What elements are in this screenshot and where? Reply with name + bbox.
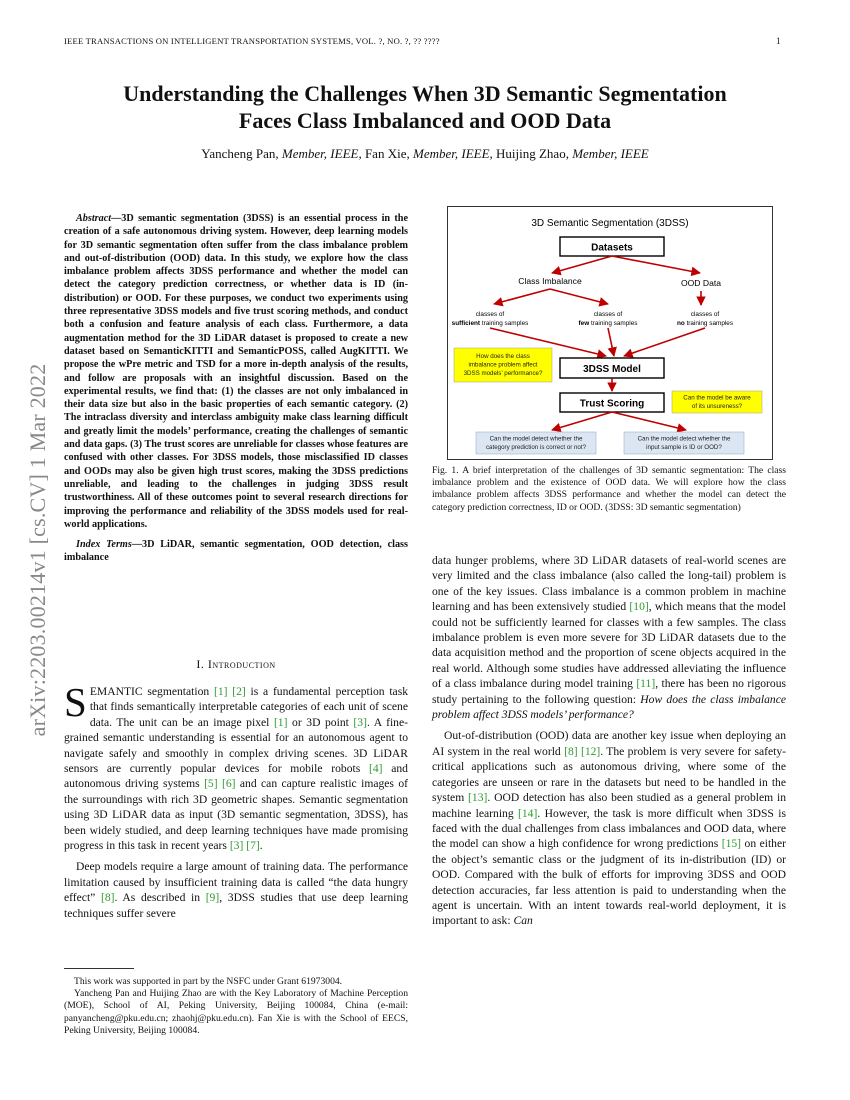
caption-text: A brief interpretation of the challenges of 3D semantic segmentation: The class imbalance problem and the existence of OOD data. We will explore how the class imbalance problem affects 3DSS performance and whether the model can detect the category prediction correctness, ID or OOD. (3DSS: 3D semantic segmentation) [432, 465, 786, 513]
text-run: . However, the task is more difficult when 3DSS is faced with the dual challenges from class imbalances and OOD data, where the model can show a high confidence for wrong predictions [432, 806, 786, 851]
text-run: , which means that the model could not be sufficiently learned for classes with a few samples. The class imbalance problem is even more severe for 3D LiDAR datasets due to the data acquisition method and the proportion of scene objects acquired in the real world. Although some studies have addressed alleviating the influence of a class imbalance during model training [432, 600, 787, 691]
arrow-no-model [624, 328, 705, 356]
citation-link[interactable]: [1] [213, 685, 228, 698]
text-run: . [259, 839, 263, 853]
citation-link[interactable]: [4] [368, 762, 383, 776]
left-column [64, 212, 408, 565]
text-run: is a fundamental perception task that finds semantically interpretable categories of each unit of scene data. The unit can be an image pixel [89, 685, 409, 729]
research-question: How does the class imbalance problem affect 3DSS models’ performance? [432, 692, 786, 722]
text-run: Out-of-distribution (OOD) data are another key issue when deploying an AI system in the real world [432, 729, 786, 758]
trust-label: Trust Scoring [579, 398, 645, 410]
figure-diagram [448, 207, 772, 459]
title-line-2: Faces Class Imbalanced and OOD Data [238, 108, 612, 133]
text-run: , 3DSS studies that use deep learning techniques suffer severe [64, 891, 408, 920]
figure-1 [447, 206, 773, 460]
figure-caption [432, 465, 786, 514]
citation-link[interactable]: [3] [229, 839, 244, 853]
abstract-label: Abstract [76, 213, 112, 224]
section-heading [64, 657, 408, 672]
abstract [64, 212, 408, 531]
text-run: on either the object’s semantic class or the judgment of its in-distribution (ID) or OOD. Compared with the bulk of efforts for improving 3DSS and OOD detection accuracies, far less attention is paid to understanding when the agent is uncertain. With an intent towards real-world deployment, it is important to ask: [432, 837, 786, 928]
class-sufficient-line-2: sufficient training samples [451, 320, 529, 327]
author-3-role: Member, IEEE [572, 146, 649, 161]
text-run: and autonomous driving systems [64, 762, 408, 791]
citation-link[interactable]: [2] [232, 685, 246, 698]
intro-paragraph-3 [432, 553, 786, 722]
citation-link[interactable]: [11] [636, 677, 656, 691]
intro-paragraph-2 [64, 859, 408, 921]
citation-link[interactable]: [8] [100, 891, 115, 905]
citation-link[interactable]: [6] [221, 777, 236, 791]
class-no-line-2: no training samples [676, 320, 734, 327]
citation-link[interactable]: [7] [246, 839, 260, 853]
citation-link[interactable]: [10] [629, 600, 649, 614]
research-question-2: Can [513, 914, 533, 928]
text-run: . OOD detection has also been studied as a general problem in machine learning [432, 791, 786, 820]
question-ood-line-2: input sample is ID or OOD? [646, 444, 722, 451]
arrow-trust-ood [612, 412, 686, 430]
arrow-trust-correct [552, 412, 612, 430]
question-performance-line-3: 3DSS models’ performance? [463, 370, 543, 377]
citation-link[interactable]: [5] [204, 777, 218, 791]
text-run: data hunger problems, where 3D LiDAR datasets of real-world scenes are very limited and the class imbalance (also called the long-tail) problem is one of the key issues. Class imbalance is a common problem in machine learning and has been extensively studied [432, 554, 786, 614]
section-number: I. [196, 657, 208, 671]
citation-link[interactable]: [3] [353, 715, 367, 729]
class-imbalance-label: Class Imbalance [518, 276, 582, 286]
section-name: Introduction [207, 657, 276, 671]
drop-cap: S [64, 679, 87, 725]
author-1-role: Member, IEEE, [281, 146, 362, 161]
footnote-rule [64, 968, 134, 969]
index-terms [64, 538, 408, 565]
arrow-class-few [550, 289, 608, 304]
ood-data-label: OOD Data [680, 278, 722, 288]
class-few-line-1: classes of [593, 311, 623, 318]
title-line-1: Understanding the Challenges When 3D Semantic Segmentation [123, 81, 727, 106]
citation-link[interactable]: [12] [580, 744, 601, 758]
running-head: IEEE TRANSACTIONS ON INTELLIGENT TRANSPORTATION SYSTEMS, VOL. ?, NO. ?, ?? ???? [64, 36, 440, 46]
footnote-funding: This work was supported in part by the NSFC under Grant 61973004. [74, 976, 343, 987]
question-correctness-line-1: Can the model detect whether the [489, 435, 583, 443]
intro-paragraph-1 [64, 679, 409, 853]
question-unsureness-line-1: Can the model be aware [683, 394, 751, 402]
text-run: Deep models require a large amount of training data. The performance limitation caused by insufficient training data is called “the data hungry effect” [64, 860, 408, 905]
abstract-text: —3D semantic segmentation (3DSS) is an essential process in the creation of a safe autonomous driving system. However, deep learning models for 3D semantic segmentation often suffer from the class imbalance problem and out-of-distribution (OOD) data. In this study, we explore how the class imbalance problem affects 3DSS performance and whether the model can detect the category prediction correctness, or whether data is ID (in-distribution) or OOD. For these purposes, we conduct two experiments using three representative 3DSS models and five trust scoring methods, and conduct both a confusion and feature analysis of each class. Furthermore, a data augmentation method for the 3D LiDAR dataset is proposed to create a new dataset based on SemanticKITTI and SemanticPOSS, called AugKITTI. We propose the wPre metric and TSD for a more in-depth analysis of the results, and follow are proposals with an insightful discussion. Based on the experimental results, we find that: (1) the classes are not only imbalanced in their data size but also in the basic properties of each semantic category. (2) The intraclass diversity and interclass ambiguity make class learning difficult and greatly limit the models’ performance, creating the challenges of semantic and data gaps. (3) The trust scores are unreliable for classes whose features are confused with other classes. For 3DSS models, those misclassified ID classes and OODs may also be given high trust scores, making the 3DSS predictions unreliable, and leading to the challenges in judging 3DSS result trustworthiness. All of these outcomes point to several research directions for improving the performance and reliability of the 3DSS models used for real-world applications. [64, 213, 408, 530]
text-run: EMANTIC segmentation [89, 685, 214, 698]
author-list [64, 146, 786, 162]
footnote [64, 976, 408, 1037]
intro-left [64, 679, 409, 921]
page-number: 1 [776, 36, 781, 46]
author-3: Huijing Zhao, [492, 146, 573, 161]
index-terms-label: Index Terms [76, 539, 132, 551]
caption-label: Fig. 1. [432, 465, 459, 476]
citation-link[interactable]: [9] [205, 891, 220, 905]
arxiv-identifier-text: arXiv:2203.00214v1 [cs.CV] 1 Mar 2022 [25, 363, 50, 737]
text-run: . A fine-grained semantic understanding is essential for an autonomous agent to navigate safely and smoothly in complex driving scenes. 3D LiDAR sensors are currently popular devices for mobile robots [64, 715, 408, 776]
intro-paragraph-4 [432, 728, 786, 928]
paper-title [64, 80, 786, 134]
citation-link[interactable]: [14] [518, 806, 538, 820]
arrow-datasets-ood [612, 256, 700, 273]
index-terms-text: —3D LiDAR, semantic segmentation, OOD detection, class imbalance [64, 539, 408, 564]
question-correctness-line-2: category prediction is correct or not? [485, 444, 587, 451]
author-1: Yancheng Pan, [201, 146, 282, 161]
model-label: 3DSS Model [583, 364, 641, 375]
datasets-label: Datasets [591, 242, 633, 254]
text-run: and can capture realistic images of the surroundings with rich 3D geometric shapes. Semantic segmentation using 3D LiDAR data as input (3D semantic segmentation, 3DSS), has been widely studied, and deep learning techniques have made promising progress in this task in recent years [64, 777, 408, 853]
author-2: Fan Xie, [361, 146, 413, 161]
class-sufficient-line-1: classes of [475, 311, 505, 318]
class-no-line-1: classes of [690, 311, 720, 318]
figure-title: 3D Semantic Segmentation (3DSS) [531, 218, 689, 229]
question-performance-line-1: How does the class [476, 353, 530, 360]
arxiv-identifier [8, 290, 68, 810]
question-unsureness-line-2: of its unsureness? [691, 403, 743, 410]
text-run: . As described in [114, 891, 206, 905]
arrow-datasets-class [552, 256, 612, 273]
text-run: or 3D point [287, 715, 354, 729]
footnote-affiliations: Yancheng Pan and Huijing Zhao are with the Key Laboratory of Machine Perception (MOE), School of AI, Peking University, Beijing 100084, China (e-mail: panyancheng@pku.edu.cn; zhaohj@pku.edu.cn). Fan Xie is with the School of EECS, Peking University, Beijing 100084. [64, 988, 408, 1036]
class-few-line-2: few training samples [578, 320, 638, 327]
intro-right [432, 553, 786, 929]
citation-link[interactable]: [1] [273, 715, 288, 729]
text-run: . The problem is very severe for safety-critical applications such as autonomous driving, where some of the categories are unseen or rare in the datasets but need to be handled in the system [432, 744, 786, 805]
citation-link[interactable]: [13] [468, 791, 488, 805]
author-2-role: Member, IEEE, [412, 146, 493, 161]
arrow-class-sufficient [494, 289, 550, 304]
arrow-few-model [608, 328, 614, 356]
citation-link[interactable]: [15] [721, 837, 742, 851]
question-performance-line-2: imbalance problem affect [468, 361, 538, 369]
citation-link[interactable]: [8] [564, 744, 578, 758]
text-run: , there has been no rigorous study pertaining to the following question: [432, 677, 787, 706]
question-ood-line-1: Can the model detect whether the [637, 435, 731, 443]
